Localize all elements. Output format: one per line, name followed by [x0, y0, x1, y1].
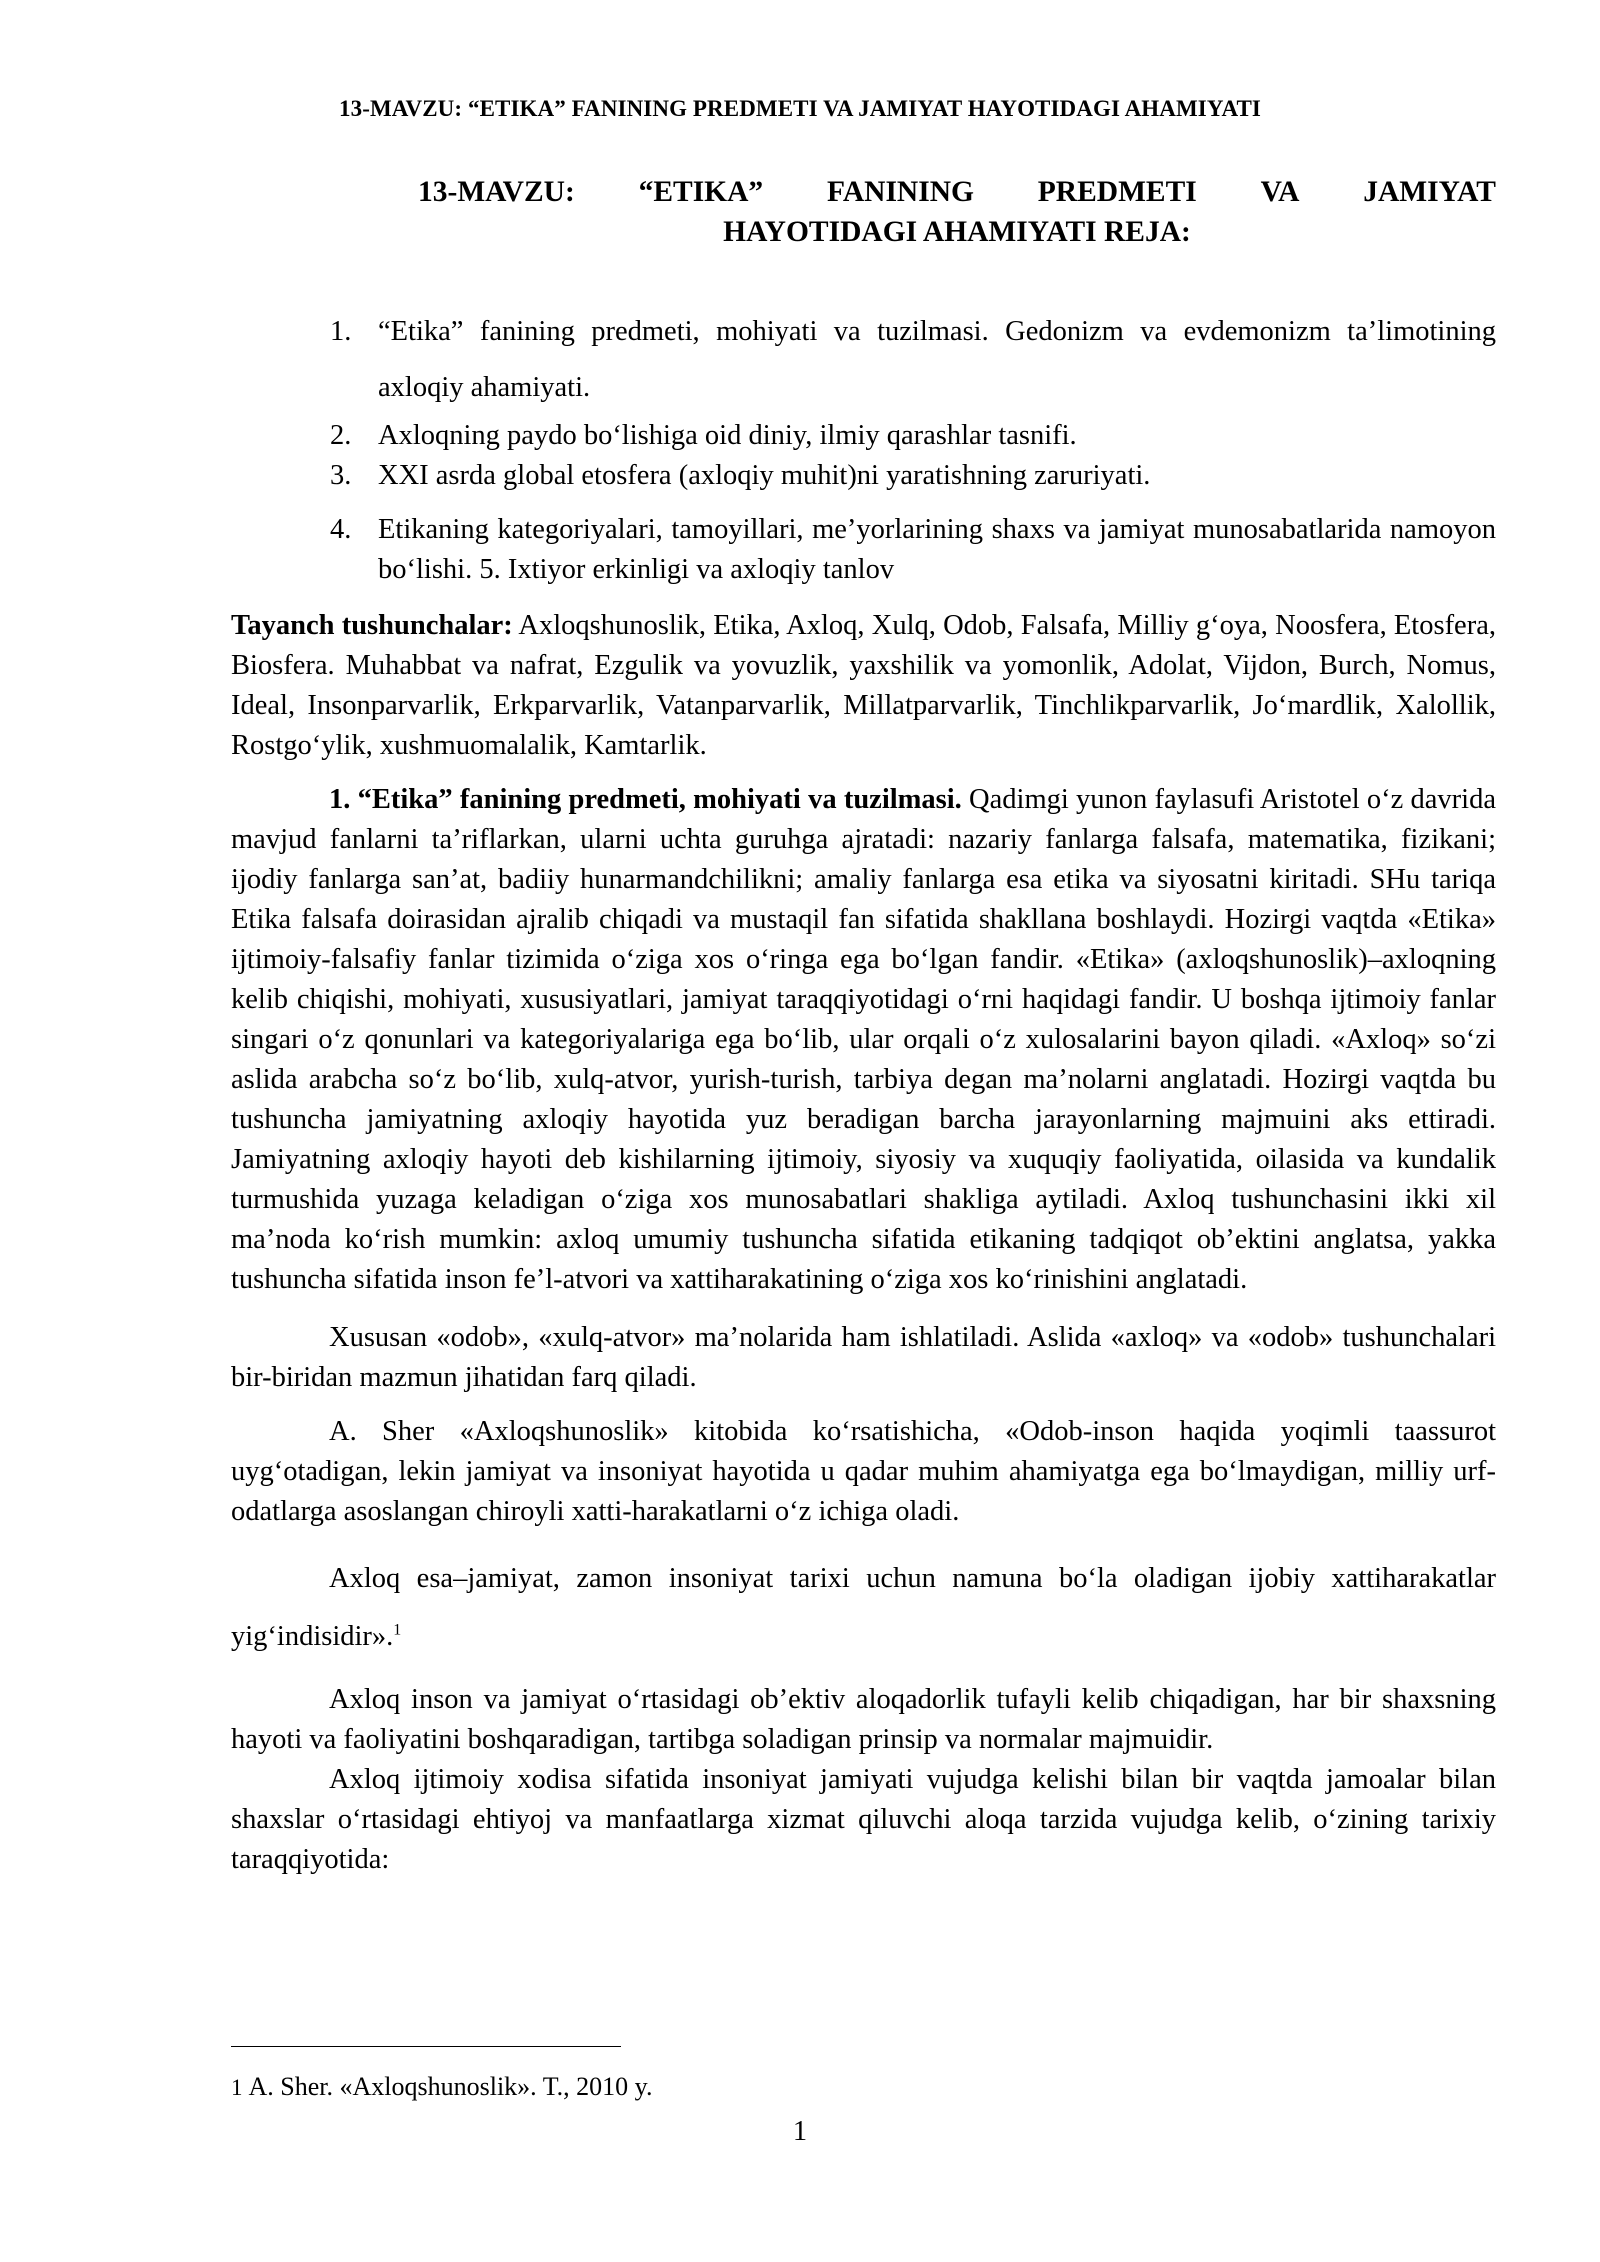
footnote-reference: 1 — [393, 1621, 402, 1639]
plan-item-text: Axloqning paydo bo‘lishiga oid diniy, ilmiy qarashlar tasnifi. — [378, 420, 1077, 451]
footnote-text: A. Sher. «Axloqshunoslik». T., 2010 y. — [248, 2072, 653, 2101]
body-text — [231, 606, 1496, 1880]
plan-item-number: 2. — [330, 420, 352, 451]
plan-item-text: “Etika” fanining predmeti, mohiyati va tuzilmasi. Gedonizm va evdemonizm ta’limotining axloqiy ahamiyati. — [378, 316, 1496, 403]
paragraph-text: Axloq esa–jamiyat, zamon insoniyat tarixi uchun namuna bo‘la oladigan ijobiy xattiharakatlar yig‘indisidir». — [231, 1563, 1496, 1652]
plan-item — [330, 456, 1496, 496]
key-concepts-label: Tayanch tushunchalar: — [231, 610, 513, 641]
paragraph — [231, 1550, 1496, 1666]
plan-item-text: XXI asrda global etosfera (axloqiy muhit)ni yaratishning zaruriyati. — [378, 460, 1151, 491]
plan-item-number: 3. — [330, 460, 352, 491]
title-word: 13-MAVZU: — [418, 176, 575, 208]
paragraph: A. Sher «Axloqshunoslik» kitobida ko‘rsatishicha, «Odob-inson haqida yoqimli taassurot uyg‘otadigan, lekin jamiyat va insoniyat hayotida u qadar muhim ahamiyatga ega bo‘lmaydigan, milliy urf-odatlarga asoslangan chiroyli xatti-harakatlarni o‘z ichiga oladi. — [231, 1416, 1496, 1527]
key-concepts-text: Axloqshunoslik, Etika, Axloq, Xulq, Odob, Falsafa, Milliy g‘oya, Noosfera, Etosfera, Biosfera. Muhabbat va nafrat, Ezgulik va yovuzlik, yaxshilik va yomonlik, Adolat, Vijdon, Burch, Nomus, Ideal, Insonparvarlik, Erkparvarlik, Vatanparvarlik, Millatparvarlik, Tinchlikparvarlik, Jo‘mardlik, Xalollik, Rostgo‘ylik, xushmuomalalik, Kamtarlik. — [231, 610, 1496, 761]
footnote — [231, 2072, 652, 2102]
title-line-2: HAYOTIDAGI AHAMIYATI REJA: — [723, 216, 1191, 248]
plan-item-number: 1. — [330, 316, 352, 347]
paragraph: Axloq inson va jamiyat o‘rtasidagi ob’ektiv aloqadorlik tufayli kelib chiqadigan, har bir shaxsning hayoti va faoliyatini boshqaradigan, tartibga soladigan prinsip va normalar majmuidir. — [231, 1684, 1496, 1755]
document-title — [418, 172, 1496, 252]
key-concepts-paragraph — [231, 606, 1496, 766]
footnote-separator — [231, 2046, 621, 2047]
section-1-text: Qadimgi yunon faylasufi Aristotel o‘z davrida mavjud fanlarni ta’riflarkan, ularni uchta guruhga ajratadi: nazariy fanlarga falsafa, matematika, fizikani; ijodiy fanlarga san’at, badiiy hunarmandchilikni; amaliy fanlarga esa etika va siyosatni kiritadi. SHu tariqa Etika falsafa doirasidan ajralib chiqadi va mustaqil fan sifatida shakllana boshlaydi. Hozirgi vaqtda «Etika» ijtimoiy-falsafiy fanlar tizimida o‘ziga xos o‘ringa ega bo‘lgan fandir. «Etika» (axloqshunoslik)–axloqning kelib chiqishi, mohiyati, xususiyatlari, jamiyat taraqqiyotidagi o‘rni haqidagi fandir. U boshqa ijtimoiy fanlar singari o‘z qonunlari va kategoriyalariga ega bo‘lib, ular orqali o‘z xulosalarini bayon qiladi. «Axloq» so‘zi aslida arabcha so‘z bo‘lib, xulq-atvor, yurish-turish, tarbiya degan ma’nolarni anglatadi. Hozirgi vaqtda bu tushuncha jamiyatning axloqiy hayotida yuz beradigan barcha jarayonlarning majmuini aks ettiradi. Jamiyatning axloqiy hayoti deb kishilarning ijtimoiy, siyosiy va xuquqiy faoliyatida, oilasida va kundalik turmushida yuzaga keladigan o‘ziga xos munosabatlari shakliga aytiladi. Axloq tushunchasini ikki xil ma’noda ko‘rish mumkin: axloq umumiy tushuncha sifatida etikaning tadqiqot ob’ektini anglatsa, yakka tushuncha sifatida inson fe’l-atvori va xattiharakatining o‘ziga xos ko‘rinishini anglatadi. — [231, 784, 1496, 1295]
plan-list — [330, 304, 1496, 590]
plan-item-text: Etikaning kategoriyalari, tamoyillari, me’yorlarining shaxs va jamiyat munosabatlarida namoyon bo‘lishi. 5. Ixtiyor erkinligi va axloqiy tanlov — [378, 514, 1496, 585]
title-line-1 — [418, 172, 1496, 212]
title-word: PREDMETI — [1037, 176, 1197, 208]
title-word: “ETIKA” — [638, 176, 764, 208]
paragraph: Axloq ijtimoiy xodisa sifatida insoniyat jamiyati vujudga kelishi bilan bir vaqtda jamoalar bilan shaxslar o‘rtasidagi ehtiyoj va manfaatlarga xizmat qiluvchi aloqa tarzida vujudga kelib, o‘zining tarixiy taraqqiyotida: — [231, 1764, 1496, 1875]
title-word: JAMIYAT — [1363, 176, 1496, 208]
section-1-heading: 1. “Etika” fanining predmeti, mohiyati va tuzilmasi. — [329, 784, 962, 815]
page-number: 1 — [792, 2116, 808, 2147]
plan-item — [330, 510, 1496, 590]
plan-item — [330, 416, 1496, 456]
plan-item-number: 4. — [330, 514, 352, 545]
footnote-number: 1 — [231, 2075, 243, 2100]
running-header: 13-MAVZU: “ETIKA” FANINING PREDMETI VA JAMIYAT HAYOTIDAGI AHAMIYATI — [339, 96, 1261, 121]
section-1-paragraph — [231, 780, 1496, 1300]
title-word: VA — [1260, 176, 1300, 208]
title-word: FANINING — [827, 176, 974, 208]
paragraph: Xususan «odob», «xulq-atvor» ma’nolarida ham ishlatiladi. Aslida «axloq» va «odob» tushunchalari bir-biridan mazmun jihatidan farq qiladi. — [231, 1322, 1496, 1393]
plan-item — [330, 304, 1496, 416]
